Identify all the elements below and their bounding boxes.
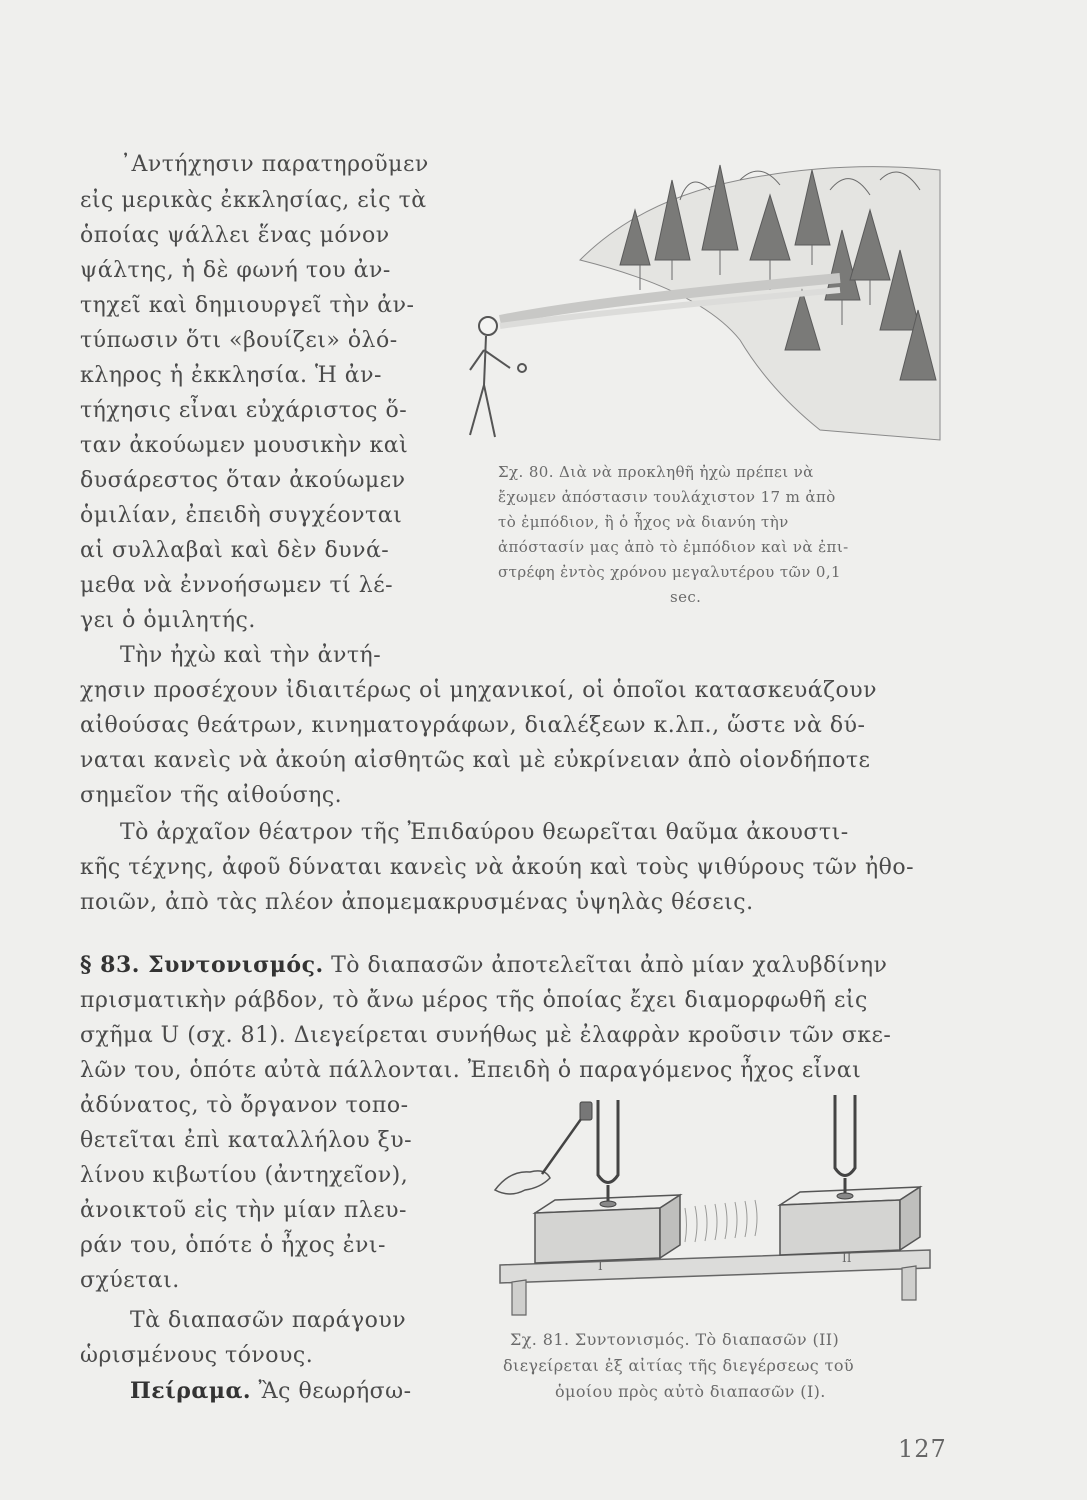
text-line: κληρος ἡ ἐκκλησία. Ἡ ἀν- xyxy=(80,363,382,388)
text-line: μεθα νὰ ἐννοήσωμεν τί λέ- xyxy=(80,573,394,598)
text-line: ὡρισμένους τόνους. xyxy=(80,1343,314,1368)
page-number: 127 xyxy=(898,1435,947,1463)
text-line: ἀνοικτοῦ εἰς τὴν μίαν πλευ- xyxy=(80,1198,407,1223)
text-line: ὁμιλίαν, ἐπειδὴ συγχέονται xyxy=(80,503,403,528)
tuning-fork-illustration xyxy=(490,1090,940,1320)
caption-line: Σχ. 80. Διὰ νὰ προκληθῆ ἠχὼ πρέπει νὰ xyxy=(498,463,814,481)
text-line: λῶν του, ὁπότε αὐτὰ πάλλονται. Ἐπειδὴ ὁ παραγόμενος ἦχος εἶναι xyxy=(80,1058,862,1083)
text-line: Τὰ διαπασῶν παράγουν xyxy=(130,1308,407,1333)
text-line: ταν ἀκούωμεν μουσικὴν καὶ xyxy=(80,433,409,458)
text-line: σημεῖον τῆς αἰθούσης. xyxy=(80,783,343,808)
text-line: πρισματικὴν ράβδον, τὸ ἄνω μέρος τῆς ὁποίας ἔχει διαμορφωθῆ εἰς xyxy=(80,988,868,1013)
section-heading: § 83. Συντονισμός. xyxy=(80,952,324,978)
text-line: τήχησις εἶναι εὐχάριστος ὅ- xyxy=(80,398,408,423)
text-line: κῆς τέχνης, ἀφοῦ δύναται κανεὶς νὰ ἀκούη καὶ τοὺς ψιθύρους τῶν ἠθο- xyxy=(80,855,915,880)
fork-label-i: I xyxy=(598,1259,603,1273)
echo-illustration xyxy=(440,140,950,450)
caption-line: διεγείρεται ἐξ αἰτίας τῆς διεγέρσεως τοῦ xyxy=(503,1356,855,1375)
section-first-line-text: Τὸ διαπασῶν ἀποτελεῖται ἀπὸ μίαν χαλυβδίνην xyxy=(331,953,888,978)
text-line: τύπωσιν ὅτι «βουίζει» ὁλό- xyxy=(80,328,398,353)
caption-line: στρέφη ἐντὸς χρόνου μεγαλυτέρου τῶν 0,1 xyxy=(498,563,841,581)
text-line: Τὴν ἠχὼ καὶ τὴν ἀντή- xyxy=(120,643,382,668)
text-line: ὁποίας ψάλλει ἕνας μόνον xyxy=(80,223,390,248)
caption-line: ἀπόστασίν μας ἀπὸ τὸ ἐμπόδιον καὶ νὰ ἐπι- xyxy=(498,538,849,556)
text-line: Τὸ ἀρχαῖον θέατρον τῆς Ἐπιδαύρου θεωρεῖται θαῦμα ἀκουστι- xyxy=(120,820,849,845)
text-line: σχύεται. xyxy=(80,1268,180,1293)
section-first-line xyxy=(80,952,887,979)
caption-line: τὸ ἐμπόδιον, ἢ ὁ ἦχος νὰ διανύη τὴν xyxy=(498,513,789,531)
text-line: ᾿Αντήχησιν παρατηροῦμεν xyxy=(120,152,429,177)
text-line: ἀδύνατος, τὸ ὄργανον τοπο- xyxy=(80,1093,409,1118)
text-line: αἱ συλλαβαὶ καὶ δὲν δυνά- xyxy=(80,538,390,563)
caption-line: Σχ. 81. Συντονισμός. Τὸ διαπασῶν (II) xyxy=(510,1330,840,1349)
fork-label-ii: II xyxy=(842,1251,852,1265)
caption-line: sec. xyxy=(670,588,702,606)
text-line: δυσάρεστος ὅταν ἀκούωμεν xyxy=(80,468,406,493)
caption-line: ἔχωμεν ἀπόστασιν τουλάχιστον 17 m ἀπὸ xyxy=(498,488,836,506)
text-line: γει ὁ ὁμιλητής. xyxy=(80,608,256,633)
experiment-line xyxy=(130,1378,412,1405)
text-line: ράν του, ὁπότε ὁ ἦχος ἐνι- xyxy=(80,1233,386,1258)
text-line: ναται κανεὶς νὰ ἀκούη αἰσθητῶς καὶ μὲ εὐκρίνειαν ἀπὸ οἱονδήποτε xyxy=(80,748,871,773)
caption-line: ὁμοίου πρὸς αὐτὸ διαπασῶν (I). xyxy=(555,1382,826,1401)
text-line: λίνου κιβωτίου (ἀντηχεῖον), xyxy=(80,1163,409,1188)
text-line: σχῆμα U (σχ. 81). Διεγείρεται συνήθως μὲ ἐλαφρὰν κροῦσιν τῶν σκε- xyxy=(80,1023,892,1048)
text-line: τηχεῖ καὶ δημιουργεῖ τὴν ἀν- xyxy=(80,293,415,318)
text-line: ποιῶν, ἀπὸ τὰς πλέον ἀπομεμακρυσμένας ὑψηλὰς θέσεις. xyxy=(80,890,754,915)
text-line: εἰς μερικὰς ἐκκλησίας, εἰς τὰ xyxy=(80,188,427,213)
text-line: ψάλτης, ἡ δὲ φωνή του ἀν- xyxy=(80,258,391,283)
text-line: χησιν προσέχουν ἰδιαιτέρως οἱ μηχανικοί, οἱ ὁποῖοι κατασκευάζουν xyxy=(80,678,878,703)
text-line: αἰθούσας θεάτρων, κινηματογράφων, διαλέξεων κ.λπ., ὥστε νὰ δύ- xyxy=(80,713,866,738)
experiment-text: Ἂς θεωρήσω- xyxy=(258,1379,412,1404)
text-line: θετεῖται ἐπὶ καταλλήλου ξυ- xyxy=(80,1128,413,1153)
experiment-label: Πείραμα. xyxy=(130,1378,252,1404)
